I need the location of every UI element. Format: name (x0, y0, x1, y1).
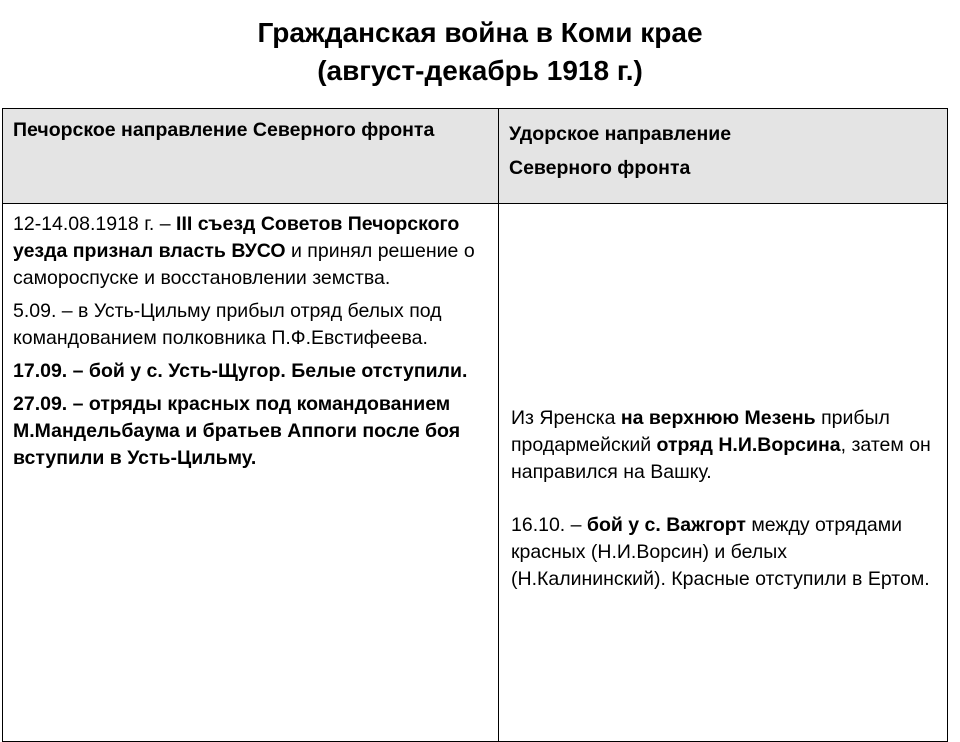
udora-events-cell (499, 204, 948, 742)
event-vorsin-text-c: прибыл продармейский (511, 407, 890, 456)
header-udora-label-line-2: Северного фронта (509, 157, 691, 179)
event-ust-tsilma-paragraph (13, 391, 492, 472)
slide-title-line-2: (август-декабрь 1918 г.) (317, 55, 643, 86)
event-vazhgort-date: 16.10. – (511, 514, 587, 536)
header-udora-label-line-1: Удорское направление (509, 123, 732, 145)
event-congress-paragraph (13, 211, 492, 292)
table-header-row (3, 109, 948, 204)
event-vazhgort-paragraph (511, 512, 941, 593)
events-table (2, 108, 948, 742)
event-evstifeev-paragraph: 5.09. – в Усть-Цильму прибыл отряд белых под командованием полковника П.Ф.Евстифеева. (13, 300, 442, 349)
event-vorsin-highlight-mezen: на верхнюю Мезень (620, 407, 816, 429)
header-pechora-direction (3, 109, 499, 204)
event-ust-shchugor-paragraph (13, 358, 492, 385)
event-vorsin-paragraph (511, 405, 941, 486)
event-ust-shchugor-text: 17.09. – бой у с. Усть-Щугор. Белые отступили. (13, 360, 468, 382)
event-vazhgort-text: между отрядами красных (Н.И.Ворсин) и белых (Н.Калининский). Красные отступили в Ертом. (511, 514, 930, 590)
event-vazhgort-highlight: бой у с. Важгорт (586, 514, 746, 536)
slide-title (0, 14, 960, 90)
header-udora-direction (499, 109, 948, 204)
pechora-events-cell (3, 204, 499, 742)
event-vorsin-text-e: , затем он направился на Вашку. (511, 434, 931, 483)
table-body-row (3, 204, 948, 742)
event-vorsin-text-a: Из Яренска (511, 407, 621, 429)
event-ust-tsilma-text: 27.09. – отряды красных под командованием М.Мандельбаума и братьев Аппоги после боя вступили в Усть-Цильму. (13, 393, 461, 469)
event-vorsin-highlight-detachment: отряд Н.И.Ворсина (656, 434, 841, 456)
event-congress-text: и принял решение о самороспуске и восстановлении земства. (13, 240, 475, 289)
event-congress-highlight: III съезд Советов Печорского уезда признал власть ВУСО (13, 213, 460, 262)
header-pechora-label: Печорское направление Северного фронта (13, 119, 435, 141)
event-congress-date: 12-14.08.1918 г. – (13, 213, 177, 235)
slide-title-line-1: Гражданская война в Коми крае (257, 17, 703, 48)
